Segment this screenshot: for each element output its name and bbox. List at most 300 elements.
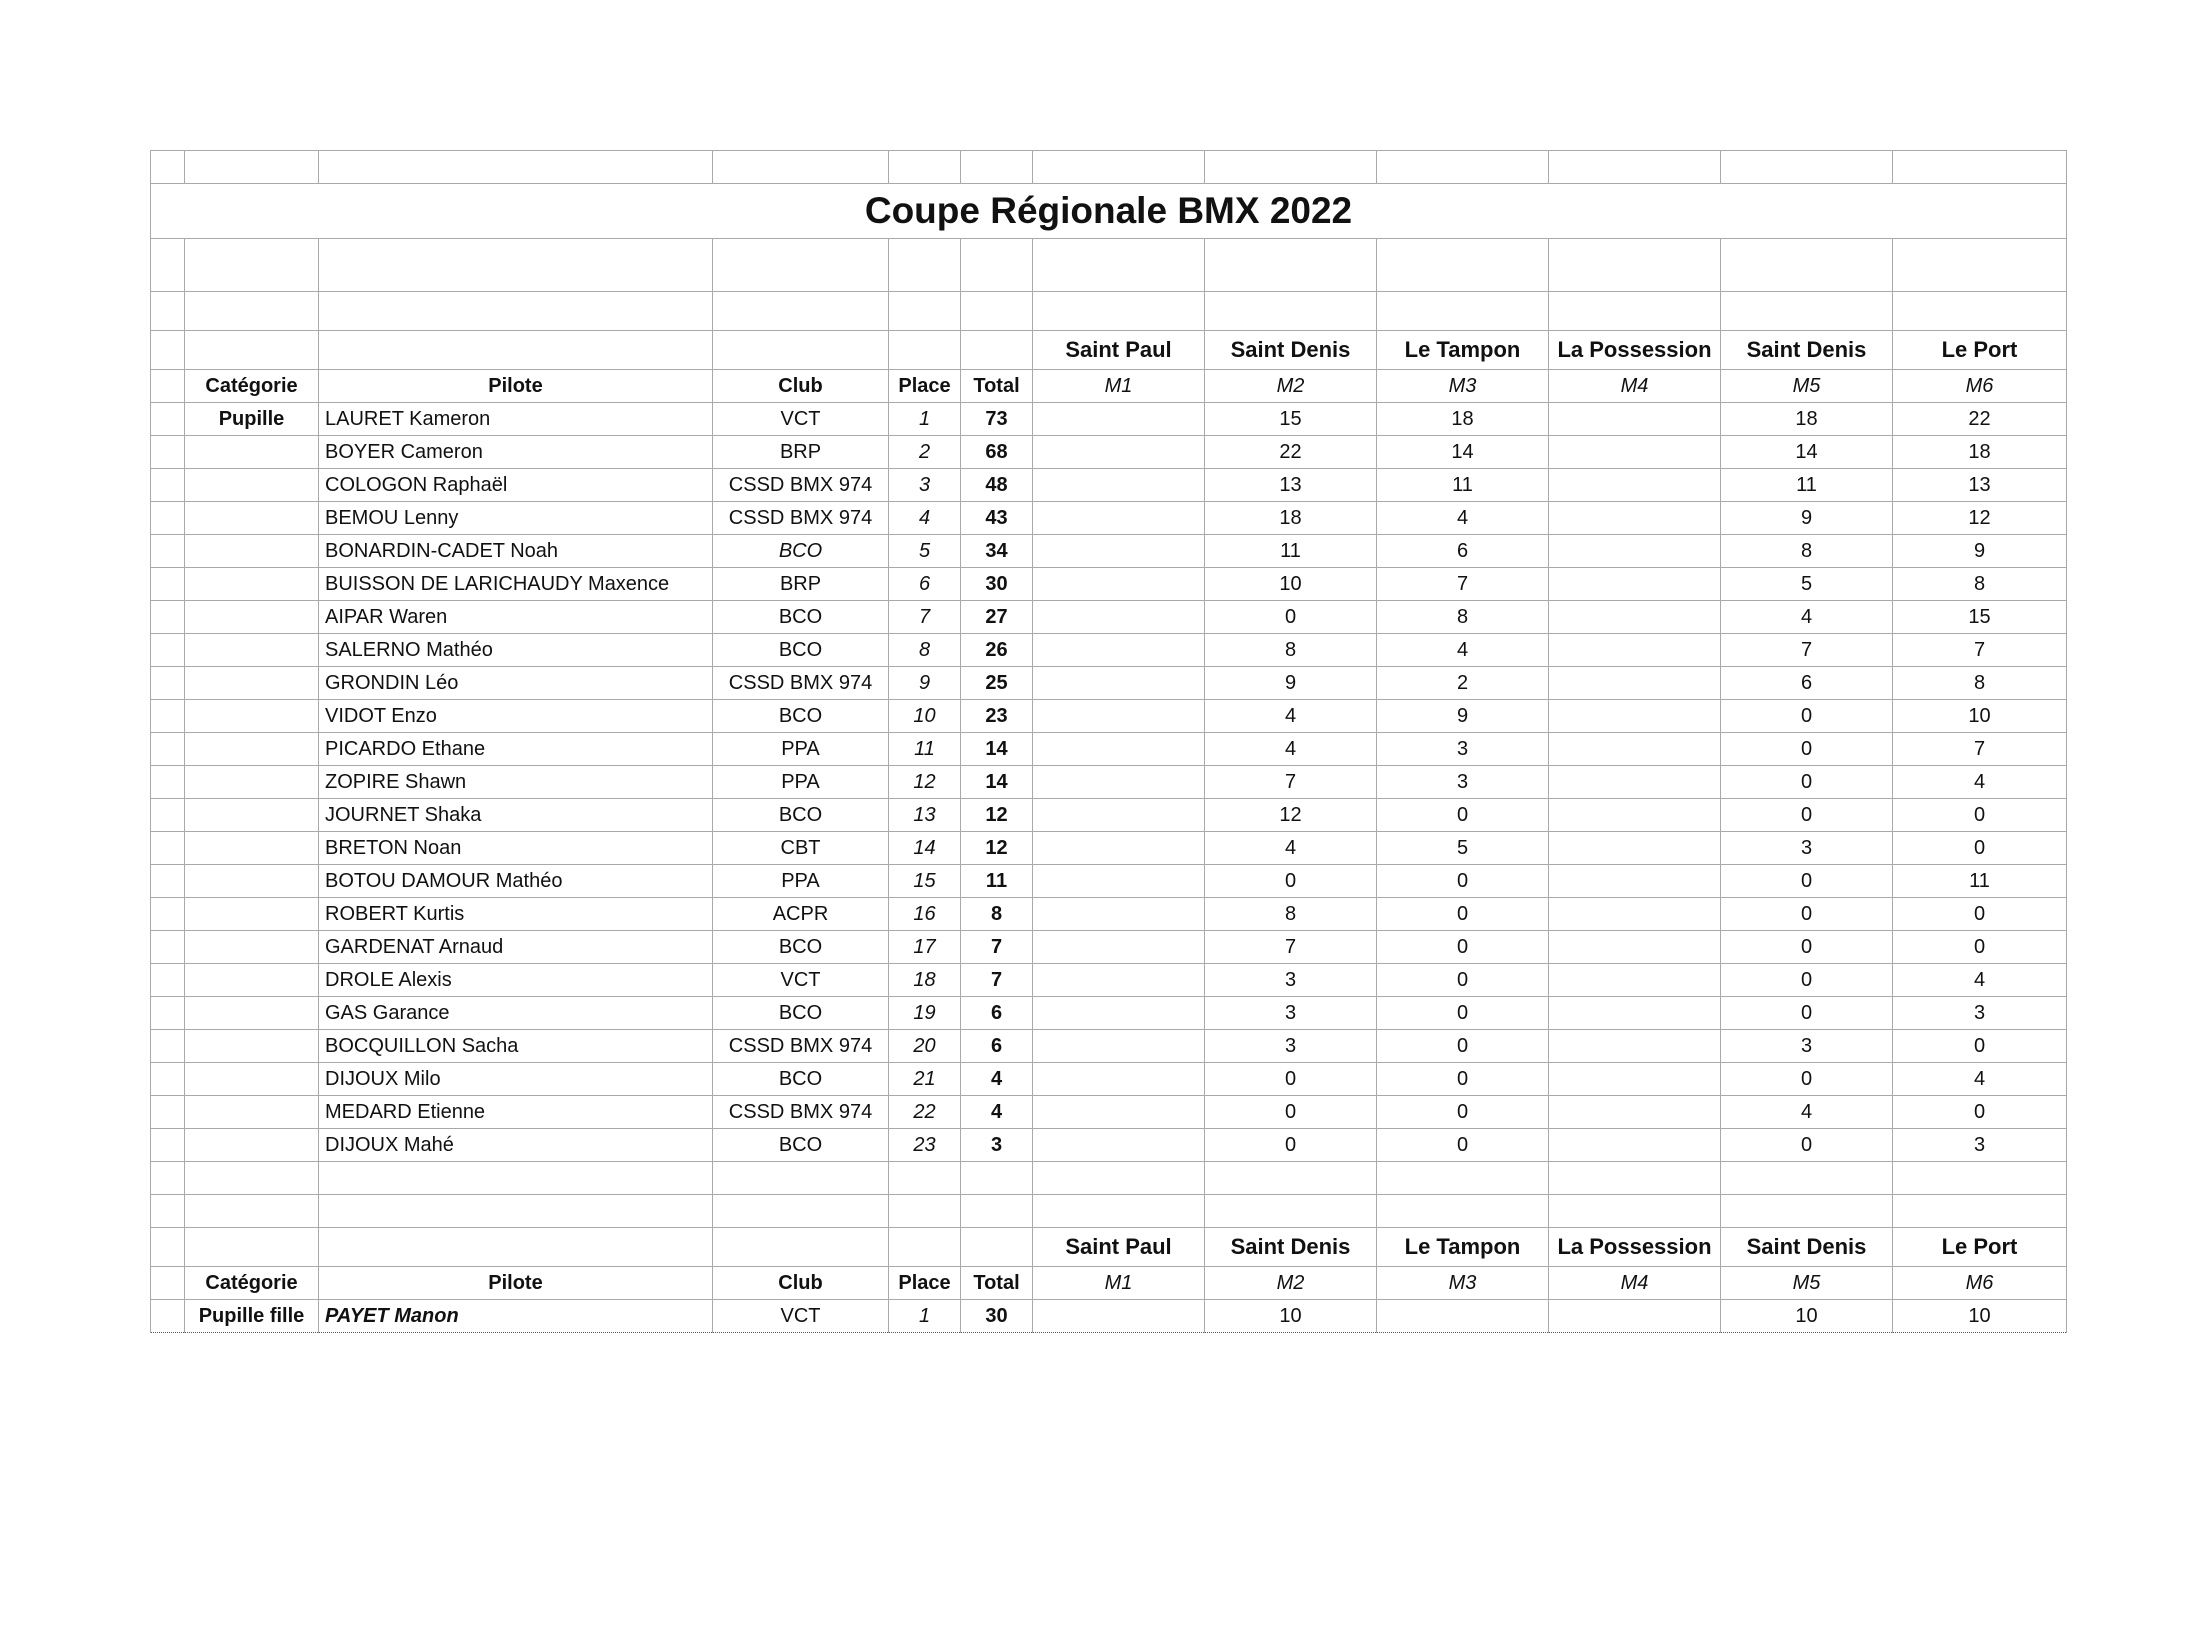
category-cell [185, 469, 319, 502]
results-spreadsheet [150, 150, 2067, 1333]
pilot-name: BOYER Cameron [319, 436, 713, 469]
round-4-points [1549, 403, 1721, 436]
category-cell [185, 568, 319, 601]
place-cell: 2 [889, 436, 961, 469]
round-1-points [1033, 568, 1205, 601]
club-cell: BCO [713, 1063, 889, 1096]
club-cell: BCO [713, 997, 889, 1030]
round-5-points: 11 [1721, 469, 1893, 502]
empty-cell [713, 1228, 889, 1267]
total-cell: 73 [961, 403, 1033, 436]
round-4-points [1549, 799, 1721, 832]
round-6-points: 0 [1893, 931, 2067, 964]
round-1-points [1033, 469, 1205, 502]
round-5-points: 0 [1721, 898, 1893, 931]
round-5-points: 0 [1721, 931, 1893, 964]
round-4-points [1549, 832, 1721, 865]
header-round-2: M2 [1205, 1267, 1377, 1300]
pilot-name: GAS Garance [319, 997, 713, 1030]
round-5-points: 3 [1721, 832, 1893, 865]
empty-cell [151, 403, 185, 436]
round-5-points: 14 [1721, 436, 1893, 469]
empty-cell [1377, 1195, 1549, 1228]
empty-cell [151, 700, 185, 733]
category-cell [185, 997, 319, 1030]
place-cell: 13 [889, 799, 961, 832]
round-3-points: 6 [1377, 535, 1549, 568]
round-6-points: 15 [1893, 601, 2067, 634]
round-2-points: 8 [1205, 898, 1377, 931]
place-cell: 11 [889, 733, 961, 766]
round-5-points: 4 [1721, 1096, 1893, 1129]
empty-cell [1033, 1195, 1205, 1228]
header-round-1: M1 [1033, 1267, 1205, 1300]
round-5-points: 9 [1721, 502, 1893, 535]
table-row [151, 964, 2067, 997]
round-3-points: 18 [1377, 403, 1549, 436]
round-2-points: 13 [1205, 469, 1377, 502]
header-place: Place [889, 1267, 961, 1300]
empty-cell [889, 1195, 961, 1228]
category-cell [185, 865, 319, 898]
round-6-points: 3 [1893, 1129, 2067, 1162]
header-categorie: Catégorie [185, 1267, 319, 1300]
category-cell [185, 733, 319, 766]
empty-cell [151, 370, 185, 403]
empty-cell [151, 898, 185, 931]
category-cell [185, 601, 319, 634]
venue-2: Saint Denis [1205, 1228, 1377, 1267]
empty-cell [151, 964, 185, 997]
empty-cell [319, 331, 713, 370]
empty-cell [1377, 1162, 1549, 1195]
table-row [151, 700, 2067, 733]
round-2-points: 7 [1205, 931, 1377, 964]
round-3-points: 0 [1377, 865, 1549, 898]
empty-cell [319, 1195, 713, 1228]
table-row [151, 1030, 2067, 1063]
round-6-points: 0 [1893, 832, 2067, 865]
round-1-points [1033, 535, 1205, 568]
category-cell: Pupille [185, 403, 319, 436]
header-round-1: M1 [1033, 370, 1205, 403]
round-1-points [1033, 667, 1205, 700]
empty-cell [1893, 1195, 2067, 1228]
empty-cell [151, 997, 185, 1030]
round-2-points: 8 [1205, 634, 1377, 667]
club-cell: PPA [713, 766, 889, 799]
empty-cell [889, 1228, 961, 1267]
header-round-5: M5 [1721, 370, 1893, 403]
empty-cell [713, 1162, 889, 1195]
round-2-points: 4 [1205, 733, 1377, 766]
empty-cell [1377, 292, 1549, 331]
round-5-points: 7 [1721, 634, 1893, 667]
round-4-points [1549, 1129, 1721, 1162]
place-cell: 7 [889, 601, 961, 634]
club-cell: CSSD BMX 974 [713, 469, 889, 502]
pilot-name: AIPAR Waren [319, 601, 713, 634]
header-round-6: M6 [1893, 370, 2067, 403]
round-2-points: 3 [1205, 997, 1377, 1030]
club-cell: BCO [713, 799, 889, 832]
empty-cell [1721, 1195, 1893, 1228]
round-3-points: 3 [1377, 733, 1549, 766]
category-cell [185, 667, 319, 700]
round-5-points: 5 [1721, 568, 1893, 601]
pilot-name: MEDARD Etienne [319, 1096, 713, 1129]
pilot-name: BRETON Noan [319, 832, 713, 865]
venue-5: Saint Denis [1721, 1228, 1893, 1267]
place-cell: 16 [889, 898, 961, 931]
round-3-points: 3 [1377, 766, 1549, 799]
round-4-points [1549, 997, 1721, 1030]
header-round-6: M6 [1893, 1267, 2067, 1300]
header-total: Total [961, 1267, 1033, 1300]
total-cell: 14 [961, 766, 1033, 799]
total-cell: 30 [961, 568, 1033, 601]
round-1-points [1033, 766, 1205, 799]
round-2-points: 11 [1205, 535, 1377, 568]
empty-row [151, 1162, 2067, 1195]
round-2-points: 9 [1205, 667, 1377, 700]
header-round-3: M3 [1377, 370, 1549, 403]
empty-row [151, 1195, 2067, 1228]
round-2-points: 0 [1205, 601, 1377, 634]
empty-cell [1205, 292, 1377, 331]
place-cell: 3 [889, 469, 961, 502]
round-6-points: 22 [1893, 403, 2067, 436]
round-2-points: 4 [1205, 832, 1377, 865]
header-round-3: M3 [1377, 1267, 1549, 1300]
round-1-points [1033, 436, 1205, 469]
header-place: Place [889, 370, 961, 403]
place-cell: 9 [889, 667, 961, 700]
empty-cell [961, 1195, 1033, 1228]
total-cell: 8 [961, 898, 1033, 931]
round-5-points: 0 [1721, 997, 1893, 1030]
round-5-points: 3 [1721, 1030, 1893, 1063]
round-1-points [1033, 832, 1205, 865]
total-cell: 3 [961, 1129, 1033, 1162]
total-cell: 11 [961, 865, 1033, 898]
place-cell: 17 [889, 931, 961, 964]
round-4-points [1549, 1030, 1721, 1063]
category-cell [185, 1030, 319, 1063]
round-4-points [1549, 964, 1721, 997]
round-3-points: 0 [1377, 1096, 1549, 1129]
round-3-points: 7 [1377, 568, 1549, 601]
round-4-points [1549, 634, 1721, 667]
venue-6: Le Port [1893, 1228, 2067, 1267]
club-cell: CSSD BMX 974 [713, 1096, 889, 1129]
empty-cell [1377, 239, 1549, 292]
round-1-points [1033, 1063, 1205, 1096]
round-4-points [1549, 898, 1721, 931]
empty-cell [713, 239, 889, 292]
pilot-name: PICARDO Ethane [319, 733, 713, 766]
total-cell: 14 [961, 733, 1033, 766]
empty-cell [961, 331, 1033, 370]
empty-cell [319, 1228, 713, 1267]
empty-cell [151, 1300, 185, 1333]
round-6-points: 0 [1893, 898, 2067, 931]
round-2-points: 0 [1205, 1129, 1377, 1162]
round-4-points [1549, 436, 1721, 469]
empty-cell [151, 436, 185, 469]
empty-cell [151, 1162, 185, 1195]
pilot-name: DIJOUX Mahé [319, 1129, 713, 1162]
empty-cell [151, 331, 185, 370]
club-cell: BRP [713, 436, 889, 469]
round-6-points: 4 [1893, 766, 2067, 799]
round-6-points: 18 [1893, 436, 2067, 469]
header-pilote: Pilote [319, 370, 713, 403]
round-6-points: 10 [1893, 700, 2067, 733]
round-3-points: 8 [1377, 601, 1549, 634]
club-cell: ACPR [713, 898, 889, 931]
empty-cell [1549, 1162, 1721, 1195]
club-cell: CSSD BMX 974 [713, 502, 889, 535]
round-1-points [1033, 865, 1205, 898]
pilot-name: BOTOU DAMOUR Mathéo [319, 865, 713, 898]
header-categorie: Catégorie [185, 370, 319, 403]
total-cell: 43 [961, 502, 1033, 535]
table-row [151, 667, 2067, 700]
round-3-points: 5 [1377, 832, 1549, 865]
total-cell: 27 [961, 601, 1033, 634]
table-row [151, 865, 2067, 898]
round-5-points: 0 [1721, 1063, 1893, 1096]
empty-cell [1205, 1195, 1377, 1228]
round-6-points: 0 [1893, 799, 2067, 832]
round-1-points [1033, 1096, 1205, 1129]
pilot-name: JOURNET Shaka [319, 799, 713, 832]
empty-cell [151, 634, 185, 667]
category-cell [185, 1063, 319, 1096]
round-4-points [1549, 502, 1721, 535]
venue-3: Le Tampon [1377, 331, 1549, 370]
total-cell: 7 [961, 931, 1033, 964]
club-cell: PPA [713, 865, 889, 898]
empty-cell [151, 832, 185, 865]
header-round-5: M5 [1721, 1267, 1893, 1300]
round-6-points: 4 [1893, 1063, 2067, 1096]
empty-cell [319, 1162, 713, 1195]
venue-1: Saint Paul [1033, 331, 1205, 370]
round-3-points [1377, 1300, 1549, 1333]
empty-cell [185, 1162, 319, 1195]
round-4-points [1549, 766, 1721, 799]
club-cell: BCO [713, 535, 889, 568]
round-1-points [1033, 964, 1205, 997]
venue-3: Le Tampon [1377, 1228, 1549, 1267]
header-pilote: Pilote [319, 1267, 713, 1300]
round-4-points [1549, 667, 1721, 700]
total-cell: 6 [961, 997, 1033, 1030]
table-row [151, 898, 2067, 931]
pilot-name: PAYET Manon [319, 1300, 713, 1333]
column-header-row [151, 1267, 2067, 1300]
empty-row [151, 151, 2067, 184]
column-header-row [151, 370, 2067, 403]
club-cell: BCO [713, 931, 889, 964]
category-cell [185, 931, 319, 964]
table-row [151, 1096, 2067, 1129]
header-round-2: M2 [1205, 370, 1377, 403]
venue-header-row [151, 1228, 2067, 1267]
round-3-points: 11 [1377, 469, 1549, 502]
table-row [151, 403, 2067, 436]
total-cell: 4 [961, 1063, 1033, 1096]
table-row [151, 601, 2067, 634]
header-round-4: M4 [1549, 1267, 1721, 1300]
round-1-points [1033, 700, 1205, 733]
empty-cell [185, 331, 319, 370]
round-6-points: 4 [1893, 964, 2067, 997]
round-6-points: 8 [1893, 568, 2067, 601]
header-round-4: M4 [1549, 370, 1721, 403]
club-cell: PPA [713, 733, 889, 766]
empty-cell [151, 601, 185, 634]
empty-cell [151, 1195, 185, 1228]
round-3-points: 0 [1377, 898, 1549, 931]
empty-cell [151, 733, 185, 766]
empty-cell [713, 292, 889, 331]
round-2-points: 0 [1205, 865, 1377, 898]
round-2-points: 4 [1205, 700, 1377, 733]
table-row [151, 436, 2067, 469]
empty-cell [961, 1228, 1033, 1267]
header-club: Club [713, 1267, 889, 1300]
round-6-points: 12 [1893, 502, 2067, 535]
total-cell: 68 [961, 436, 1033, 469]
round-3-points: 0 [1377, 1030, 1549, 1063]
pilot-name: GRONDIN Léo [319, 667, 713, 700]
round-1-points [1033, 634, 1205, 667]
round-3-points: 9 [1377, 700, 1549, 733]
round-1-points [1033, 403, 1205, 436]
place-cell: 21 [889, 1063, 961, 1096]
empty-cell [889, 1162, 961, 1195]
empty-cell [1721, 292, 1893, 331]
round-5-points: 0 [1721, 799, 1893, 832]
table-row [151, 634, 2067, 667]
pilot-name: ROBERT Kurtis [319, 898, 713, 931]
round-2-points: 15 [1205, 403, 1377, 436]
round-1-points [1033, 1129, 1205, 1162]
venue-4: La Possession [1549, 331, 1721, 370]
total-cell: 4 [961, 1096, 1033, 1129]
total-cell: 34 [961, 535, 1033, 568]
round-4-points [1549, 1300, 1721, 1333]
club-cell: VCT [713, 403, 889, 436]
empty-cell [151, 931, 185, 964]
empty-cell [151, 502, 185, 535]
round-2-points: 3 [1205, 964, 1377, 997]
category-cell [185, 1129, 319, 1162]
empty-cell [1893, 292, 2067, 331]
total-cell: 12 [961, 832, 1033, 865]
round-5-points: 0 [1721, 1129, 1893, 1162]
sheet-title: Coupe Régionale BMX 2022 [151, 184, 2067, 239]
empty-cell [961, 239, 1033, 292]
empty-cell [151, 1129, 185, 1162]
venue-1: Saint Paul [1033, 1228, 1205, 1267]
round-1-points [1033, 799, 1205, 832]
round-3-points: 0 [1377, 1129, 1549, 1162]
category-cell [185, 898, 319, 931]
empty-cell [151, 667, 185, 700]
place-cell: 18 [889, 964, 961, 997]
round-6-points: 10 [1893, 1300, 2067, 1333]
pilot-name: GARDENAT Arnaud [319, 931, 713, 964]
pilot-name: ZOPIRE Shawn [319, 766, 713, 799]
empty-cell [1893, 1162, 2067, 1195]
round-1-points [1033, 931, 1205, 964]
table-row [151, 733, 2067, 766]
empty-cell [151, 1096, 185, 1129]
empty-cell [151, 865, 185, 898]
place-cell: 23 [889, 1129, 961, 1162]
table-row [151, 766, 2067, 799]
empty-cell [185, 1228, 319, 1267]
place-cell: 14 [889, 832, 961, 865]
title-row [151, 184, 2067, 239]
round-4-points [1549, 601, 1721, 634]
empty-cell [713, 331, 889, 370]
round-2-points: 10 [1205, 1300, 1377, 1333]
round-3-points: 0 [1377, 799, 1549, 832]
round-4-points [1549, 469, 1721, 502]
pilot-name: DROLE Alexis [319, 964, 713, 997]
category-cell: Pupille fille [185, 1300, 319, 1333]
total-cell: 23 [961, 700, 1033, 733]
total-cell: 12 [961, 799, 1033, 832]
empty-cell [1549, 239, 1721, 292]
club-cell: BCO [713, 1129, 889, 1162]
spreadsheet-body [151, 151, 2067, 1333]
total-cell: 25 [961, 667, 1033, 700]
round-6-points: 3 [1893, 997, 2067, 1030]
round-4-points [1549, 1063, 1721, 1096]
empty-cell [151, 469, 185, 502]
round-4-points [1549, 1096, 1721, 1129]
empty-cell [151, 799, 185, 832]
round-6-points: 11 [1893, 865, 2067, 898]
total-cell: 7 [961, 964, 1033, 997]
round-1-points [1033, 1300, 1205, 1333]
total-cell: 30 [961, 1300, 1033, 1333]
empty-cell [185, 292, 319, 331]
pilot-name: BOCQUILLON Sacha [319, 1030, 713, 1063]
total-cell: 6 [961, 1030, 1033, 1063]
round-2-points: 18 [1205, 502, 1377, 535]
pilot-name: COLOGON Raphaël [319, 469, 713, 502]
round-4-points [1549, 931, 1721, 964]
club-cell: CSSD BMX 974 [713, 1030, 889, 1063]
round-5-points: 0 [1721, 766, 1893, 799]
total-cell: 26 [961, 634, 1033, 667]
pilot-name: LAURET Kameron [319, 403, 713, 436]
empty-cell [1205, 1162, 1377, 1195]
empty-cell [185, 1195, 319, 1228]
empty-row [151, 239, 2067, 292]
round-3-points: 0 [1377, 931, 1549, 964]
round-2-points: 10 [1205, 568, 1377, 601]
round-1-points [1033, 1030, 1205, 1063]
table-row [151, 1129, 2067, 1162]
